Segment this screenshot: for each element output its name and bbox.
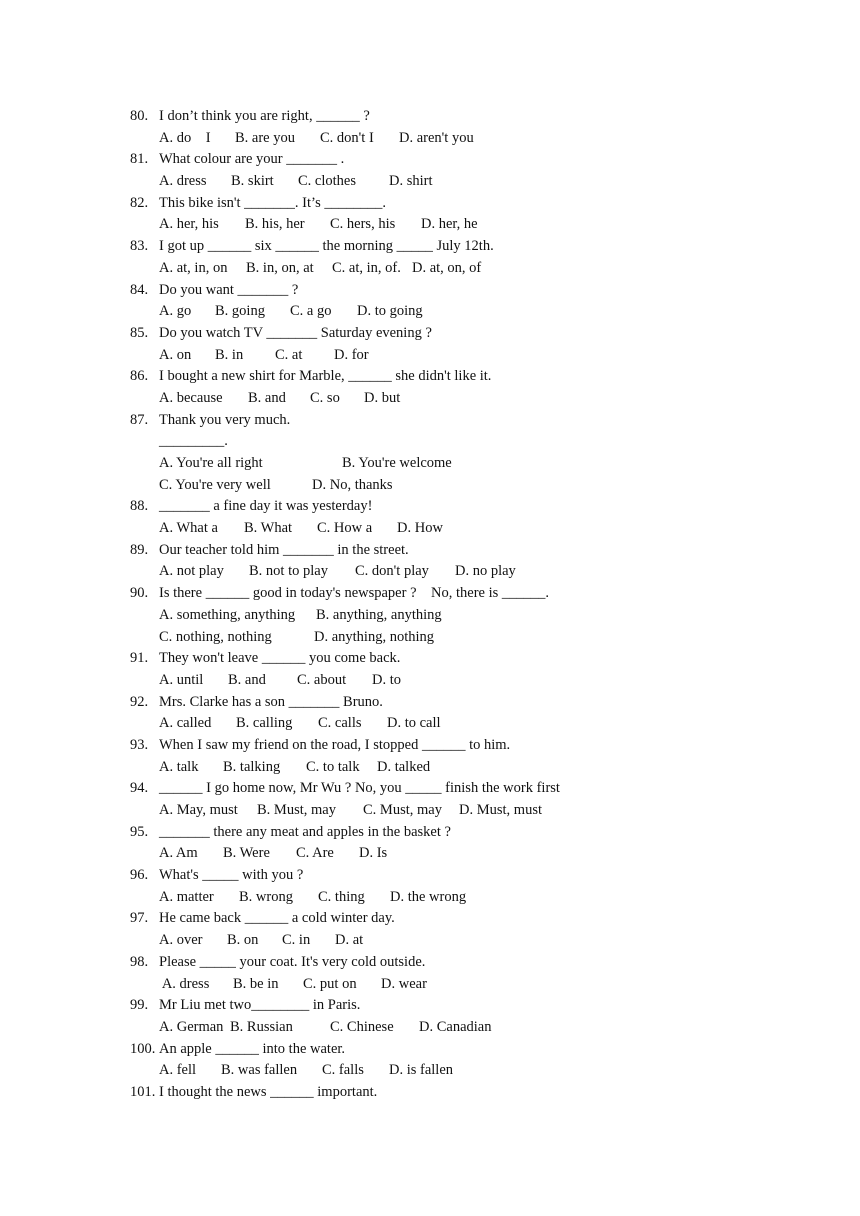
question-text: I thought the news ______ important. <box>159 1083 378 1100</box>
answer-option: C. at <box>275 346 303 363</box>
options-line <box>130 171 770 193</box>
answer-option: C. about <box>297 671 347 688</box>
options-line <box>130 214 770 236</box>
options-line <box>130 670 770 692</box>
question-list <box>130 106 770 1104</box>
question-line <box>130 540 770 562</box>
question-line <box>130 236 770 258</box>
answer-option: D. talked <box>377 758 431 775</box>
question-text: I got up ______ six ______ the morning _____ July 12th. <box>159 238 494 255</box>
question-text: Our teacher told him _______ in the street. <box>159 541 409 558</box>
answer-option: A. called <box>159 715 212 732</box>
answer-option: A. because <box>159 389 223 406</box>
answer-option: B. be in <box>233 975 279 992</box>
answer-option: C. You're very well <box>159 476 271 493</box>
answer-option: B. and <box>248 389 286 406</box>
question-text: An apple ______ into the water. <box>159 1040 346 1057</box>
answer-option: A. over <box>159 932 203 949</box>
options-line <box>130 974 770 996</box>
question-text: What's _____ with you ? <box>159 867 304 884</box>
question-text: _______ a fine day it was yesterday! <box>159 498 373 515</box>
answer-option: D. but <box>364 389 401 406</box>
question-number: 101. <box>130 1083 156 1100</box>
answer-option: B. What <box>244 520 293 537</box>
answer-option: A. dress <box>159 975 210 992</box>
answer-option: C. don't play <box>355 563 429 580</box>
question-number: 92. <box>130 693 149 710</box>
question-line <box>130 496 770 518</box>
answer-option: D. How <box>397 520 443 537</box>
question-line <box>130 865 770 887</box>
answer-option: D. Canadian <box>419 1018 492 1035</box>
answer-option: A. do I <box>159 129 211 146</box>
answer-option: A. until <box>159 671 204 688</box>
question-number: 93. <box>130 736 149 753</box>
question-text: I bought a new shirt for Marble, ______ she didn't like it. <box>159 368 492 385</box>
options-line <box>130 388 770 410</box>
question-line <box>130 583 770 605</box>
question-line <box>130 410 770 432</box>
question-line <box>130 106 770 128</box>
options-line <box>130 475 770 497</box>
answer-option: C. clothes <box>298 173 356 190</box>
answer-option: A. matter <box>159 888 214 905</box>
answer-option: B. skirt <box>231 173 274 190</box>
answer-option: B. You're welcome <box>342 455 452 471</box>
answer-option: D. No, thanks <box>312 476 393 493</box>
options-line <box>130 843 770 865</box>
question-text: Please _____ your coat. It's very cold outside. <box>159 953 426 970</box>
answer-option: C. calls <box>318 715 362 732</box>
answer-option: B. anything, anything <box>316 606 442 623</box>
answer-option: D. to going <box>357 303 423 320</box>
question-line <box>130 1039 770 1061</box>
answer-option: A. at, in, on <box>159 259 228 276</box>
options-line <box>130 258 770 280</box>
answer-option: C. Must, may <box>363 802 442 818</box>
answer-option: C. How a <box>317 520 373 537</box>
question-line <box>130 149 770 171</box>
question-line <box>130 193 770 215</box>
answer-option: B. in, on, at <box>246 259 314 276</box>
answer-option: B. his, her <box>245 216 305 233</box>
answer-option: A. talk <box>159 758 199 775</box>
answer-option: C. at, in, of. <box>332 259 401 276</box>
answer-option: A. May, must <box>159 802 238 818</box>
answer-option: A. What a <box>159 520 218 537</box>
question-line <box>130 822 770 844</box>
question-line <box>130 778 770 800</box>
response-blank: _________. <box>159 433 228 450</box>
options-line <box>130 561 770 583</box>
answer-option: B. in <box>215 346 244 363</box>
question-line <box>130 995 770 1017</box>
answer-option: B. not to play <box>249 563 328 580</box>
options-line <box>130 627 770 649</box>
answer-option: B. wrong <box>239 888 293 905</box>
answer-option: A. her, his <box>159 216 219 233</box>
options-line <box>130 930 770 952</box>
answer-option: D. no play <box>455 563 516 580</box>
answer-option: C. don't I <box>320 129 374 146</box>
answer-option: C. hers, his <box>330 216 396 233</box>
options-line <box>130 1060 770 1082</box>
answer-option: D. to call <box>387 715 441 732</box>
answer-option: B. was fallen <box>221 1062 298 1079</box>
answer-option: D. is fallen <box>389 1062 454 1079</box>
answer-option: B. on <box>227 932 259 949</box>
answer-option: B. Must, may <box>257 802 336 818</box>
answer-option: C. Are <box>296 845 334 862</box>
question-text: Do you watch TV _______ Saturday evening ? <box>159 324 432 341</box>
question-line <box>130 323 770 345</box>
question-line <box>130 908 770 930</box>
question-text: They won't leave ______ you come back. <box>159 650 401 667</box>
question-number: 94. <box>130 780 149 797</box>
question-text: Thank you very much. <box>159 411 291 428</box>
question-text: Mrs. Clarke has a son _______ Bruno. <box>159 693 383 710</box>
options-line <box>130 605 770 627</box>
question-number: 98. <box>130 953 149 970</box>
question-line <box>130 692 770 714</box>
question-text: He came back ______ a cold winter day. <box>159 910 395 927</box>
answer-option: D. aren't you <box>399 129 474 146</box>
question-line <box>130 952 770 974</box>
question-text: This bike isn't _______. It’s ________. <box>159 194 386 211</box>
answer-option: A. not play <box>159 563 224 580</box>
options-line <box>130 800 770 822</box>
response-line <box>130 431 770 453</box>
question-line <box>130 735 770 757</box>
question-line <box>130 366 770 388</box>
answer-option: D. Is <box>359 845 388 862</box>
answer-option: D. Must, must <box>459 802 542 818</box>
answer-option: B. are you <box>235 129 295 146</box>
options-line <box>130 453 770 475</box>
answer-option: C. Chinese <box>330 1018 394 1035</box>
question-number: 87. <box>130 411 149 428</box>
answer-option: B. Were <box>223 845 270 862</box>
answer-option: C. to talk <box>306 758 360 775</box>
question-number: 90. <box>130 585 149 602</box>
answer-option: A. fell <box>159 1062 197 1079</box>
answer-option: D. for <box>334 346 369 363</box>
question-line <box>130 280 770 302</box>
answer-option: B. Russian <box>230 1018 293 1035</box>
question-number: 86. <box>130 368 149 385</box>
options-line <box>130 301 770 323</box>
answer-option: B. talking <box>223 758 281 775</box>
answer-option: C. a go <box>290 303 332 320</box>
answer-option: D. at <box>335 932 364 949</box>
options-line <box>130 518 770 540</box>
options-line <box>130 1017 770 1039</box>
options-line <box>130 713 770 735</box>
answer-option: D. to <box>372 671 401 688</box>
question-number: 95. <box>130 823 149 840</box>
options-line <box>130 757 770 779</box>
question-number: 85. <box>130 324 149 341</box>
question-number: 100. <box>130 1040 156 1057</box>
answer-option: D. at, on, of <box>412 259 482 276</box>
question-text: What colour are your _______ . <box>159 151 345 168</box>
question-number: 97. <box>130 910 149 927</box>
answer-option: C. thing <box>318 888 365 905</box>
answer-option: D. wear <box>381 975 427 992</box>
question-line <box>130 1082 770 1104</box>
question-number: 89. <box>130 541 149 558</box>
answer-option: A. something, anything <box>159 606 296 623</box>
options-line <box>130 345 770 367</box>
question-text: ______ I go home now, Mr Wu ? No, you _____ finish the work first <box>159 780 560 797</box>
question-line <box>130 648 770 670</box>
answer-option: D. her, he <box>421 216 478 233</box>
answer-option: C. falls <box>322 1062 364 1079</box>
question-number: 88. <box>130 498 149 515</box>
question-number: 96. <box>130 867 149 884</box>
question-number: 82. <box>130 194 149 211</box>
answer-option: D. shirt <box>389 173 433 190</box>
answer-option: C. put on <box>303 975 357 992</box>
answer-option: B. and <box>228 671 266 688</box>
question-text: Is there ______ good in today's newspaper ? No, there is ______. <box>159 585 550 602</box>
answer-option: A. go <box>159 303 192 320</box>
answer-option: A. You're all right <box>159 455 263 471</box>
question-number: 91. <box>130 650 149 667</box>
answer-option: B. calling <box>236 715 293 732</box>
answer-option: B. going <box>215 303 265 320</box>
answer-option: D. anything, nothing <box>314 628 435 645</box>
answer-option: A. German <box>159 1018 224 1035</box>
question-text: I don’t think you are right, ______ ? <box>159 108 370 124</box>
question-number: 99. <box>130 997 149 1014</box>
answer-option: D. the wrong <box>390 888 467 905</box>
answer-option: A. dress <box>159 173 207 190</box>
answer-option: A. Am <box>159 845 198 862</box>
question-number: 81. <box>130 151 149 168</box>
question-text: When I saw my friend on the road, I stopped ______ to him. <box>159 736 511 753</box>
question-number: 83. <box>130 238 149 255</box>
question-text: Do you want _______ ? <box>159 281 299 298</box>
answer-option: C. nothing, nothing <box>159 628 272 645</box>
question-text: Mr Liu met two________ in Paris. <box>159 997 361 1014</box>
answer-option: C. so <box>310 389 340 406</box>
answer-option: C. in <box>282 932 311 949</box>
question-number: 80. <box>130 108 149 124</box>
options-line <box>130 887 770 909</box>
question-number: 84. <box>130 281 149 298</box>
question-text: _______ there any meat and apples in the basket ? <box>159 823 451 840</box>
answer-option: A. on <box>159 346 192 363</box>
options-line <box>130 128 770 150</box>
